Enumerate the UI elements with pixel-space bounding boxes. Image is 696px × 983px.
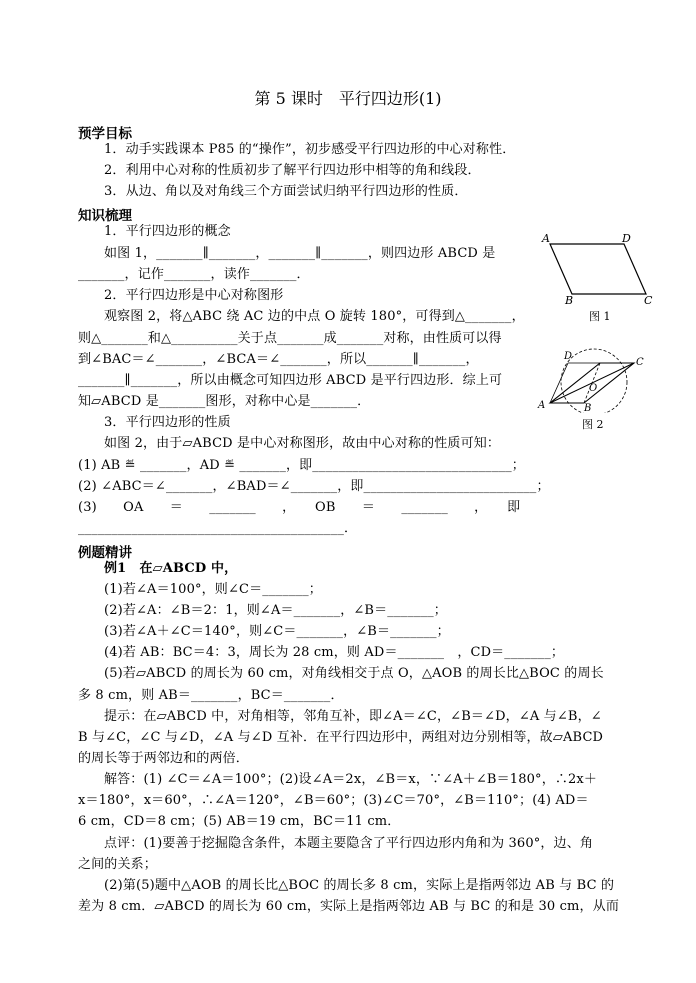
example-line-8: 提示：在▱ABCD 中，对角相等，邻角互补，即∠A＝∠C，∠B＝∠D，∠A 与∠B，∠ — [104, 709, 602, 724]
example-line-1: 例1 在▱ABCD 中， — [104, 561, 238, 576]
knowledge-line-15: ________________________________________． — [78, 521, 358, 536]
figure-1-caption: 图 1 — [589, 310, 611, 323]
knowledge-line-8: _______∥_______，所以由概念可知四边形 ABCD 是平行四边形．综上可 — [78, 373, 503, 388]
knowledge-line-5: 观察图 2，将△ABC 绕 AC 边的中点 O 旋转 180°，可得到△_______， — [104, 309, 525, 324]
example-line-6: (5)若▱ABCD 的周长为 60 cm，对角线相交于点 O，△AOB 的周长比△BOC 的周长 — [104, 666, 604, 681]
fig2-label-c: C — [636, 357, 644, 368]
knowledge-line-7: 到∠BAC＝∠_______，∠BCA＝∠_______，所以_______∥_______， — [78, 352, 479, 367]
page-title: 第 5 课时 平行四边形(1) — [254, 89, 442, 108]
knowledge-line-4: 2．平行四边形是中心对称图形 — [104, 288, 284, 303]
knowledge-line-6: 则△_______和△__________关于点_______成_______对称，由性质可以得 — [78, 331, 502, 346]
section-preview-heading: 预学目标 — [78, 126, 132, 142]
knowledge-line-12: (1) AB ≝ _______，AD ≝ _______，即______________________________； — [78, 458, 525, 473]
example-line-13: 6 cm，CD＝8 cm；(5) AB＝19 cm，BC＝11 cm． — [78, 814, 401, 829]
fig1-label-b: B — [565, 294, 574, 304]
section-knowledge-heading: 知识梳理 — [78, 208, 132, 224]
fig1-label-a: A — [542, 232, 550, 245]
figure-2-caption: 图 2 — [582, 418, 604, 431]
knowledge-line-13: (2) ∠ABC＝∠_______，∠BAD＝∠_______，即__________________________； — [78, 479, 550, 494]
knowledge-line-14: (3) OA ＝ _______ ， OB ＝ _______ ， 即 — [78, 500, 521, 515]
example-line-9: B 与∠C，∠C 与∠D，∠A 与∠D 互补．在平行四边形中，两组对边分别相等，故▱ABCD — [78, 730, 604, 745]
example-line-5: (4)若 AB：BC＝4：3，周长为 28 cm，则 AD＝_______ ，CD＝_______； — [104, 645, 564, 660]
example-line-2: (1)若∠A＝100°，则∠C＝_______； — [104, 582, 322, 597]
preview-item-1: 1．动手实践课本 P85 的“操作”，初步感受平行四边形的中心对称性． — [104, 142, 516, 157]
example-line-16: (2)第(5)题中△AOB 的周长比△BOC 的周长多 8 cm，实际上是指两邻边 AB 与 BC 的 — [104, 878, 615, 893]
fig1-label-d: D — [622, 232, 631, 245]
example-line-3: (2)若∠A：∠B＝2：1，则∠A＝_______，∠B＝_______； — [104, 603, 447, 618]
example-line-17: 差为 8 cm．▱ABCD 的周长为 60 cm，实际上是指两邻边 AB 与 BC 的和是 30 cm，从而 — [78, 899, 619, 914]
example-line-10: 的周长等于两邻边和的两倍． — [78, 751, 249, 766]
parallelogram-shape — [550, 244, 646, 294]
segment-ad — [550, 363, 568, 403]
fig2-label-b: B — [584, 403, 592, 413]
knowledge-line-9: 知▱ABCD 是_______图形，对称中心是_______． — [78, 394, 371, 409]
fig2-label-a: A — [538, 400, 546, 411]
example-line-15: 之间的关系； — [78, 857, 157, 872]
fig1-label-c: C — [644, 294, 653, 304]
knowledge-line-2: 如图 1，_______∥_______，_______∥_______，则四边形 ABCD 是 — [104, 246, 496, 261]
fig2-label-o: O — [589, 383, 598, 394]
preview-item-3: 3．从边、角以及对角线三个方面尝试归纳平行四边形的性质． — [104, 184, 468, 199]
knowledge-line-10: 3．平行四边形的性质 — [104, 415, 231, 430]
example-line-7: 多 8 cm，则 AB＝_______，BC＝_______． — [78, 688, 344, 703]
example-line-14: 点评：(1)要善于挖掘隐含条件，本题主要隐含了平行四边形内角和为 360°，边、角 — [104, 836, 594, 851]
example-line-12: x＝180°，x＝60°，∴∠A＝120°，∠B＝60°；(3)∠C＝70°，∠B＝110°；(4) AD＝ — [78, 793, 589, 808]
figure-1-parallelogram — [538, 232, 658, 304]
figure-2-rotation — [536, 345, 660, 413]
knowledge-line-1: 1．平行四边形的概念 — [104, 224, 231, 239]
preview-item-2: 2．利用中心对称的性质初步了解平行四边形中相等的角和线段． — [104, 163, 481, 178]
example-line-11: 解答：(1) ∠C＝∠A＝100°；(2)设∠A＝2x，∠B＝x，∵∠A＋∠B＝180°，∴2x＋ — [104, 772, 598, 787]
example-line-4: (3)若∠A＋∠C＝140°，则∠C＝_______，∠B＝_______； — [104, 624, 450, 639]
knowledge-line-3: _______，记作_______，读作_______． — [78, 267, 310, 282]
knowledge-line-11: 如图 2，由于▱ABCD 是中心对称图形，故由中心对称的性质可知： — [104, 436, 501, 451]
section-examples-heading: 例题精讲 — [78, 545, 132, 561]
fig2-label-d: D — [564, 351, 573, 362]
